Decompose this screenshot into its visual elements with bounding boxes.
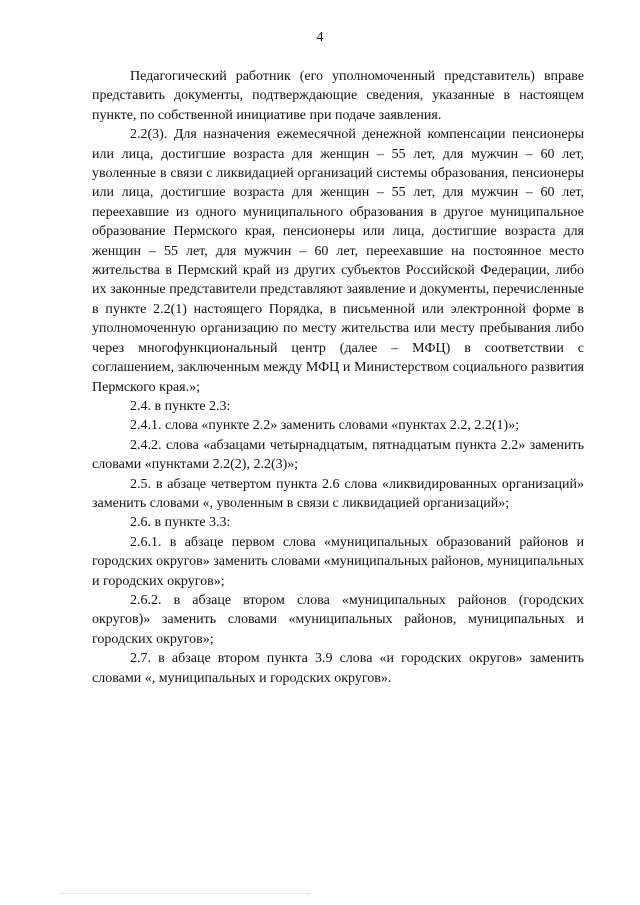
paragraph-2-6: 2.6. в пункте 3.3: <box>130 515 231 531</box>
document-body <box>92 67 584 688</box>
paragraph-2-4: 2.4. в пункте 2.3: <box>130 398 231 414</box>
paragraph-2-4-2: 2.4.2. слова «абзацами четырнадцатым, пятнадцатым пункта 2.2» заменить словами «пунктами 2.2(2), 2.2(3)»; <box>92 437 584 473</box>
scan-artifact-line <box>60 893 310 894</box>
page-number: 4 <box>316 30 324 45</box>
paragraph-1: Педагогический работник (его уполномоченный представитель) вправе представить документы, подтверждающие сведения, указанные в настоящем пункте, по собственной инициативе при подаче заявления. <box>92 69 584 123</box>
paragraph-2-4-1: 2.4.1. слова «пункте 2.2» заменить словами «пунктах 2.2, 2.2(1)»; <box>130 418 520 434</box>
paragraph-2-5: 2.5. в абзаце четвертом пункта 2.6 слова «ликвидированных организаций» заменить словами «, уволенным в связи с ликвидацией организаций»; <box>92 476 584 511</box>
paragraph-2-2-3: 2.2(3). Для назначения ежемесячной денежной компенсации пенсионеры или лица, достигшие возраста для женщин – 55 лет, для мужчин – 60 лет, уволенные в связи с ликвидацией организаций системы образования, пенсионеры или лица, достигшие возраста для женщин – 55 лет, для мужчин – 60 лет, переехавшие из одного муниципального образования в другое муниципальное образование Пермского края, пенсионеры или лица, достигшие возраста для женщин – 55 лет, для мужчин – 60 лет, переехавшие на постоянное место жительства в Пермский край из других субъектов Российской Федерации, либо их законные представители представляют заявление и документы, перечисленные в пункте 2.2(1) настоящего Порядка, в письменной или электронной форме в уполномоченную организацию по месту жительства или месту пребывания либо через многофункциональный центр (далее – МФЦ) в соответствии с соглашением, заключенным между МФЦ и Министерством социального развития Пермского края.»; <box>92 127 584 395</box>
paragraph-2-7: 2.7. в абзаце втором пункта 3.9 слова «и городских округов» заменить словами «, муниципальных и городских округов». <box>92 651 584 686</box>
paragraph-2-6-1: 2.6.1. в абзаце первом слова «муниципальных образований районов и городских округов» заменить словами «муниципальных районов, муниципальных и городских округов»; <box>92 534 584 589</box>
paragraph-2-6-2: 2.6.2. в абзаце втором слова «муниципальных районов (городских округов)» заменить словами «муниципальных районов, муниципальных и городских округов»; <box>92 592 584 647</box>
